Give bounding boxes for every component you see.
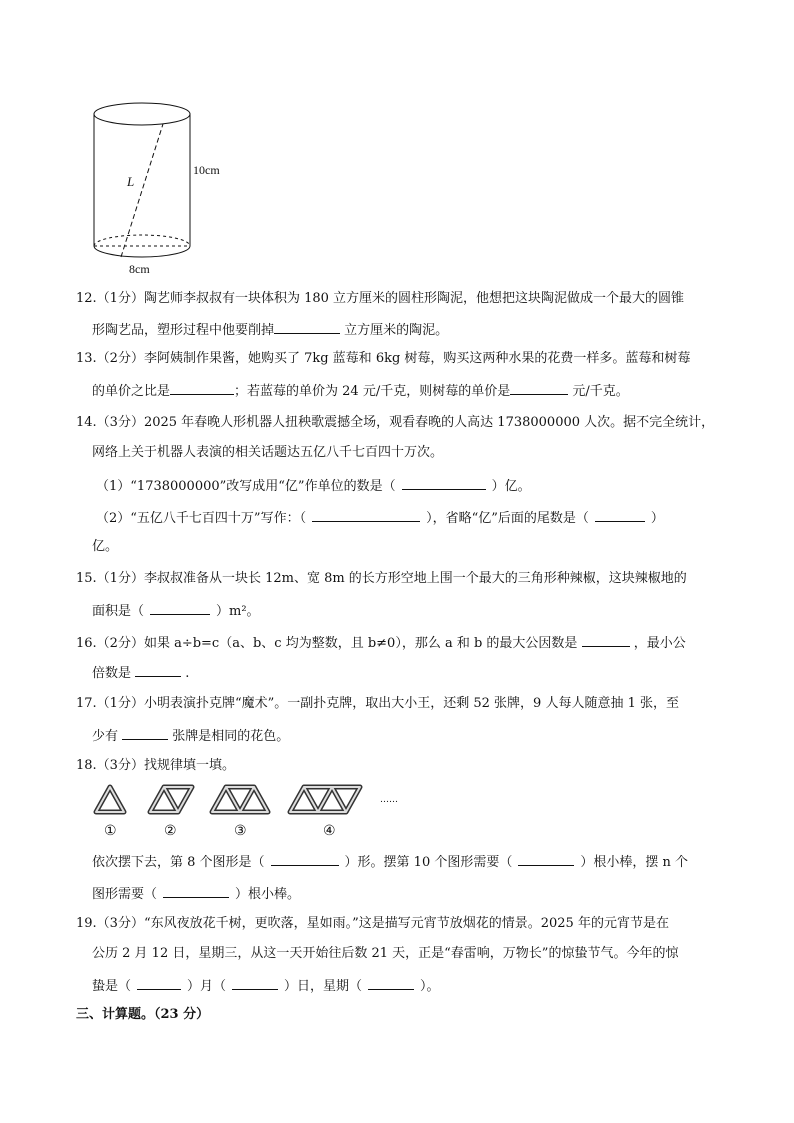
diameter-label: 8cm — [129, 262, 150, 276]
q13-line1: 13.（2分）李阿姨制作果酱，她购买了 7kg 蓝莓和 6kg 树莓，购买这两种水果的花费一样多。蓝莓和树莓 — [76, 351, 691, 366]
q12-answer-blank[interactable] — [274, 319, 340, 334]
q14-line1: 14.（3分）2025 年春晚人形机器人扭秧歌震撼全场，观看春晚的人高达 1738000000 人次。据不完全统计， — [76, 415, 715, 430]
q17-line1: 17.（1分）小明表演扑克牌“魔术”。一副扑克牌，取出大小王，还剩 52 张牌，9 人每人随意抽 1 张，至 — [76, 696, 679, 711]
pattern-figure-4 — [290, 787, 360, 812]
q17-line2: 少有 张牌是相同的花色。 — [92, 725, 289, 747]
q12-line1: 12.（1分）陶艺师李叔叔有一块体积为 180 立方厘米的圆柱形陶泥，他想把这块陶泥做成一个最大的圆锥 — [76, 291, 685, 306]
q13-price-blank[interactable] — [510, 380, 568, 395]
figure-label-4: ④ — [323, 823, 336, 839]
cylinder-top-ellipse — [94, 103, 190, 125]
figure-label-1: ① — [104, 823, 117, 839]
q14-line4: （2）“五亿八千七百四十万”写作：（ ），省略“亿”后面的尾数是（ ） — [96, 507, 664, 529]
slant-line-L — [121, 124, 163, 257]
pattern-ellipsis: …… — [380, 795, 398, 805]
figure-label-3: ③ — [234, 823, 247, 839]
q18-sticks10-blank[interactable] — [518, 851, 574, 866]
q15-line1: 15.（1分）李叔叔准备从一块长 12m、宽 8m 的长方形空地上围一个最大的三角形种辣椒，这块辣椒地的 — [76, 571, 687, 586]
pattern-figure-1 — [96, 787, 124, 812]
cylinder-bottom-front-arc — [94, 246, 190, 257]
q14-1-blank[interactable] — [402, 475, 486, 490]
q14-2b-blank[interactable] — [595, 507, 645, 522]
slant-label: L — [127, 174, 135, 189]
height-label: 10cm — [193, 163, 220, 177]
q15-line2: 面积是（ ）m²。 — [92, 600, 260, 622]
q15-area-blank[interactable] — [150, 600, 210, 615]
q14-line2: 网络上关于机器人表演的相关话题达五亿八千七百四十万次。 — [92, 445, 444, 460]
q19-weekday-blank[interactable] — [368, 975, 414, 990]
section-3-heading: 三、计算题。（23 分） — [76, 1007, 210, 1022]
q14-line3: （1）“1738000000”改写成用“亿”作单位的数是（ ）亿。 — [96, 475, 531, 497]
cylinder-figure — [90, 98, 260, 283]
q18-line2: 依次摆下去，第 8 个图形是（ ）形。摆第 10 个图形需要（ ）根小棒，摆 n 个 — [92, 851, 688, 873]
pattern-figure-2 — [150, 787, 192, 812]
q18-line1: 18.（3分）找规律填一填。 — [76, 758, 235, 773]
q19-line1: 19.（3分）“东风夜放花千树，更吹落，星如雨。”这是描写元宵节放烟花的情景。2025 年的元宵节是在 — [76, 916, 669, 931]
q14-2a-blank[interactable] — [312, 507, 420, 522]
q16-lcm-blank[interactable] — [135, 662, 181, 677]
q18-line3: 图形需要（ ）根小棒。 — [92, 883, 300, 905]
pattern-figure-3 — [212, 787, 268, 812]
triangle-pattern — [92, 782, 392, 816]
q19-line2: 公历 2 月 12 日，星期三，从这一天开始往后数 21 天，正是“春雷响，万物长”的惊蛰节气。今年的惊 — [92, 946, 679, 961]
q13-ratio-blank[interactable] — [170, 380, 234, 395]
q18-shape-blank[interactable] — [271, 851, 339, 866]
q18-sticksn-blank[interactable] — [163, 883, 229, 898]
q19-day-blank[interactable] — [232, 975, 278, 990]
cylinder-bottom-back-arc — [94, 235, 190, 246]
q17-blank[interactable] — [122, 725, 168, 740]
figure-label-2: ② — [164, 823, 177, 839]
q16-line1: 16.（2分）如果 a÷b=c（a、b、c 均为整数，且 b≠0），那么 a 和 b 的最大公因数是 ，最小公 — [76, 632, 686, 654]
q16-gcd-blank[interactable] — [582, 632, 630, 647]
q12-line2: 形陶艺品，塑形过程中他要削掉 立方厘米的陶泥。 — [92, 319, 448, 341]
q19-line3: 蛰是（ ）月（ ）日，星期（ ）。 — [92, 975, 440, 997]
q16-line2: 倍数是 . — [92, 662, 189, 684]
q19-month-blank[interactable] — [137, 975, 181, 990]
q14-line5: 亿。 — [92, 539, 119, 554]
q13-line2: 的单价之比是 ；若蓝莓的单价为 24 元/千克，则树莓的单价是 元/千克。 — [92, 380, 629, 402]
